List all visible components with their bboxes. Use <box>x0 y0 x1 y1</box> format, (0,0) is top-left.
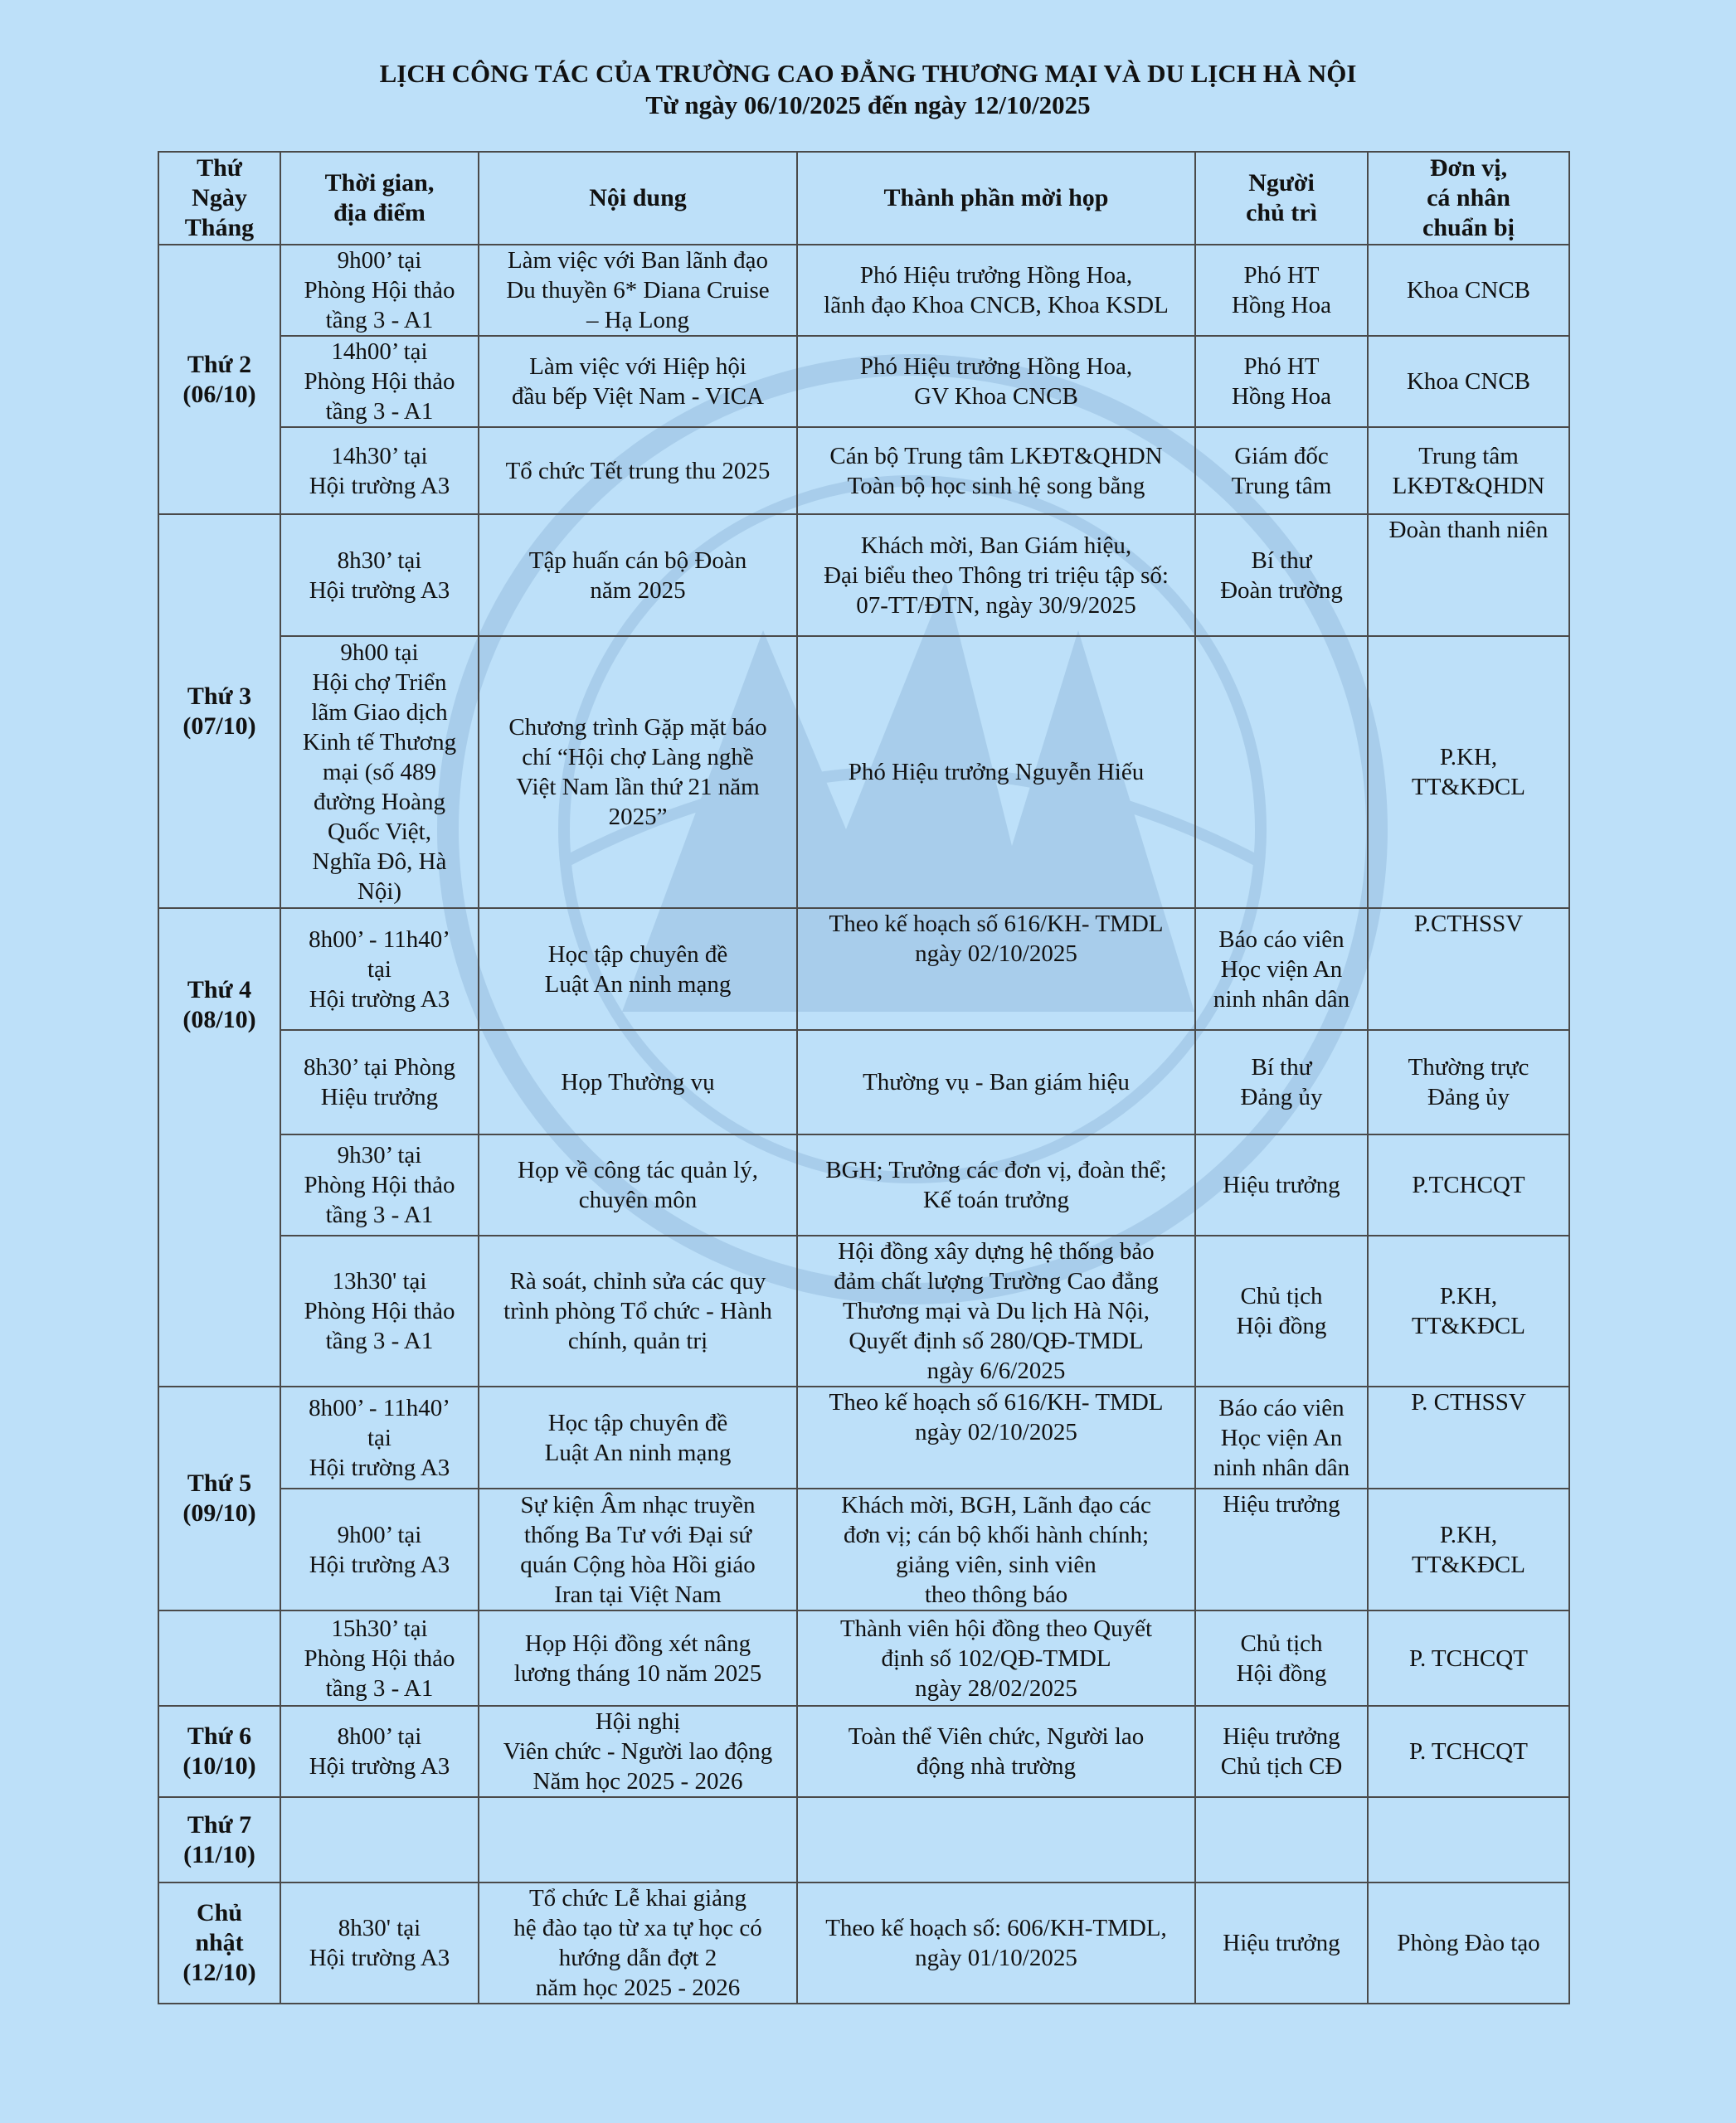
preparer-cell: P.TCHCQT <box>1368 1134 1569 1236</box>
table-row <box>158 1883 1569 2004</box>
content-cell: Rà soát, chỉnh sửa các quy trình phòng Tổ chức - Hành chính, quản trị <box>479 1236 797 1387</box>
chair-cell: Báo cáo viên Học viện An ninh nhân dân <box>1195 1387 1368 1489</box>
chair-cell: Bí thư Đảng ủy <box>1195 1030 1368 1134</box>
content-cell: Chương trình Gặp mặt báo chí “Hội chợ Làng nghề Việt Nam lần thứ 21 năm 2025” <box>479 636 797 908</box>
participants-cell: Phó Hiệu trưởng Nguyễn Hiếu <box>797 636 1195 908</box>
document-title: LỊCH CÔNG TÁC CỦA TRƯỜNG CAO ĐẲNG THƯƠNG MẠI VÀ DU LỊCH HÀ NỘI <box>379 59 1357 88</box>
time-cell: 8h30’ tại Phòng Hiệu trưởng <box>280 1030 479 1134</box>
table-row <box>158 1797 1569 1883</box>
time-cell: 9h30’ tại Phòng Hội thảo tầng 3 - A1 <box>280 1134 479 1236</box>
time-cell: 9h00’ tại Phòng Hội thảo tầng 3 - A1 <box>280 245 479 336</box>
table-row <box>158 1030 1569 1134</box>
participants-cell: Thường vụ - Ban giám hiệu <box>797 1030 1195 1134</box>
table-row <box>158 1489 1569 1610</box>
time-cell: 14h00’ tại Phòng Hội thảo tầng 3 - A1 <box>280 336 479 427</box>
preparer-cell: Khoa CNCB <box>1368 336 1569 427</box>
chair-cell: Giám đốc Trung tâm <box>1195 427 1368 514</box>
content-cell: Tổ chức Tết trung thu 2025 <box>479 427 797 514</box>
chair-cell: Phó HT Hồng Hoa <box>1195 336 1368 427</box>
participants-cell: Theo kế hoạch số: 606/KH-TMDL, ngày 01/10/2025 <box>797 1883 1195 2004</box>
table-row <box>158 636 1569 908</box>
content-cell: Tập huấn cán bộ Đoàn năm 2025 <box>479 514 797 636</box>
preparer-cell: Phòng Đào tạo <box>1368 1883 1569 2004</box>
participants-cell: Cán bộ Trung tâm LKĐT&QHDN Toàn bộ học sinh hệ song bằng <box>797 427 1195 514</box>
participants-cell: Hội đồng xây dựng hệ thống bảo đảm chất lượng Trường Cao đẳng Thương mại và Du lịch Hà Nội, Quyết định số 280/QĐ-TMDL ngày 6/6/2025 <box>797 1236 1195 1387</box>
day-cell: Thứ 2 (06/10) <box>158 245 280 514</box>
chair-cell: Phó HT Hồng Hoa <box>1195 245 1368 336</box>
preparer-cell <box>1368 1797 1569 1883</box>
time-cell: 8h00’ tại Hội trường A3 <box>280 1706 479 1797</box>
header-time: Thời gian, địa điểm <box>280 152 479 245</box>
participants-cell: BGH; Trưởng các đơn vị, đoàn thể; Kế toán trưởng <box>797 1134 1195 1236</box>
preparer-cell: Thường trực Đảng ủy <box>1368 1030 1569 1134</box>
chair-cell: Chủ tịch Hội đồng <box>1195 1610 1368 1706</box>
table-row <box>158 245 1569 336</box>
content-cell: Hội nghị Viên chức - Người lao động Năm học 2025 - 2026 <box>479 1706 797 1797</box>
chair-cell: Hiệu trưởng <box>1195 1883 1368 2004</box>
chair-cell: Hiệu trưởng <box>1195 1489 1368 1610</box>
content-cell: Học tập chuyên đề Luật An ninh mạng <box>479 908 797 1030</box>
document-header <box>0 58 1736 121</box>
preparer-cell: P.KH, TT&KĐCL <box>1368 1489 1569 1610</box>
content-cell: Làm việc với Hiệp hội đầu bếp Việt Nam - VICA <box>479 336 797 427</box>
chair-cell: Hiệu trưởng Chủ tịch CĐ <box>1195 1706 1368 1797</box>
preparer-cell: P. TCHCQT <box>1368 1706 1569 1797</box>
table-row <box>158 1236 1569 1387</box>
preparer-cell: P.KH, TT&KĐCL <box>1368 1236 1569 1387</box>
participants-cell: Thành viên hội đồng theo Quyết định số 102/QĐ-TMDL ngày 28/02/2025 <box>797 1610 1195 1706</box>
time-cell: 9h00 tại Hội chợ Triển lãm Giao dịch Kinh tế Thương mại (số 489 đường Hoàng Quốc Việt, Nghĩa Đô, Hà Nội) <box>280 636 479 908</box>
chair-cell <box>1195 1797 1368 1883</box>
table-header-row <box>158 152 1569 245</box>
table-row <box>158 336 1569 427</box>
table-row <box>158 1610 1569 1706</box>
participants-cell: Phó Hiệu trưởng Hồng Hoa, GV Khoa CNCB <box>797 336 1195 427</box>
participants-cell: Khách mời, BGH, Lãnh đạo các đơn vị; cán bộ khối hành chính; giảng viên, sinh viên theo thông báo <box>797 1489 1195 1610</box>
participants-cell: Phó Hiệu trưởng Hồng Hoa, lãnh đạo Khoa CNCB, Khoa KSDL <box>797 245 1195 336</box>
document-subtitle: Từ ngày 06/10/2025 đến ngày 12/10/2025 <box>645 90 1091 119</box>
preparer-cell: P. TCHCQT <box>1368 1610 1569 1706</box>
preparer-cell: Trung tâm LKĐT&QHDN <box>1368 427 1569 514</box>
time-cell: 13h30' tại Phòng Hội thảo tầng 3 - A1 <box>280 1236 479 1387</box>
preparer-cell: P.KH, TT&KĐCL <box>1368 636 1569 908</box>
preparer-cell: P. CTHSSV <box>1368 1387 1569 1489</box>
preparer-cell: Đoàn thanh niên <box>1368 514 1569 636</box>
day-cell: Thứ 4 (08/10) <box>158 908 280 1387</box>
content-cell: Làm việc với Ban lãnh đạo Du thuyền 6* Diana Cruise – Hạ Long <box>479 245 797 336</box>
time-cell: 8h00’ - 11h40’ tại Hội trường A3 <box>280 1387 479 1489</box>
day-cell: Thứ 5 (09/10) <box>158 1387 280 1610</box>
header-day: Thứ Ngày Tháng <box>158 152 280 245</box>
header-chair: Người chủ trì <box>1195 152 1368 245</box>
table-row <box>158 1706 1569 1797</box>
day-cell: Thứ 3 (07/10) <box>158 514 280 908</box>
chair-cell: Chủ tịch Hội đồng <box>1195 1236 1368 1387</box>
chair-cell <box>1195 636 1368 908</box>
participants-cell: Khách mời, Ban Giám hiệu, Đại biểu theo Thông tri triệu tập số: 07-TT/ĐTN, ngày 30/9/2025 <box>797 514 1195 636</box>
content-cell: Học tập chuyên đề Luật An ninh mạng <box>479 1387 797 1489</box>
time-cell: 8h00’ - 11h40’ tại Hội trường A3 <box>280 908 479 1030</box>
chair-cell: Hiệu trưởng <box>1195 1134 1368 1236</box>
content-cell: Sự kiện Âm nhạc truyền thống Ba Tư với Đại sứ quán Cộng hòa Hồi giáo Iran tại Việt Nam <box>479 1489 797 1610</box>
participants-cell: Toàn thể Viên chức, Người lao động nhà trường <box>797 1706 1195 1797</box>
time-cell: 14h30’ tại Hội trường A3 <box>280 427 479 514</box>
participants-cell <box>797 1797 1195 1883</box>
day-cell: Chủ nhật (12/10) <box>158 1883 280 2004</box>
table-row <box>158 1134 1569 1236</box>
content-cell: Họp Thường vụ <box>479 1030 797 1134</box>
preparer-cell: P.CTHSSV <box>1368 908 1569 1030</box>
chair-cell: Bí thư Đoàn trường <box>1195 514 1368 636</box>
participants-cell: Theo kế hoạch số 616/KH- TMDL ngày 02/10/2025 <box>797 908 1195 1030</box>
time-cell: 8h30’ tại Hội trường A3 <box>280 514 479 636</box>
participants-cell: Theo kế hoạch số 616/KH- TMDL ngày 02/10/2025 <box>797 1387 1195 1489</box>
content-cell: Tổ chức Lễ khai giảng hệ đào tạo từ xa tự học có hướng dẫn đợt 2 năm học 2025 - 2026 <box>479 1883 797 2004</box>
header-preparer: Đơn vị, cá nhân chuẩn bị <box>1368 152 1569 245</box>
day-cell <box>158 1610 280 1706</box>
day-cell: Thứ 7 (11/10) <box>158 1797 280 1883</box>
time-cell <box>280 1797 479 1883</box>
table-row <box>158 908 1569 1030</box>
schedule-table <box>158 151 1570 2004</box>
header-content: Nội dung <box>479 152 797 245</box>
header-participants: Thành phần mời họp <box>797 152 1195 245</box>
time-cell: 15h30’ tại Phòng Hội thảo tầng 3 - A1 <box>280 1610 479 1706</box>
day-cell: Thứ 6 (10/10) <box>158 1706 280 1797</box>
content-cell: Họp Hội đồng xét nâng lương tháng 10 năm 2025 <box>479 1610 797 1706</box>
time-cell: 8h30' tại Hội trường A3 <box>280 1883 479 2004</box>
chair-cell: Báo cáo viên Học viện An ninh nhân dân <box>1195 908 1368 1030</box>
time-cell: 9h00’ tại Hội trường A3 <box>280 1489 479 1610</box>
table-row <box>158 514 1569 636</box>
content-cell <box>479 1797 797 1883</box>
table-row <box>158 427 1569 514</box>
preparer-cell: Khoa CNCB <box>1368 245 1569 336</box>
content-cell: Họp về công tác quản lý, chuyên môn <box>479 1134 797 1236</box>
table-row <box>158 1387 1569 1489</box>
